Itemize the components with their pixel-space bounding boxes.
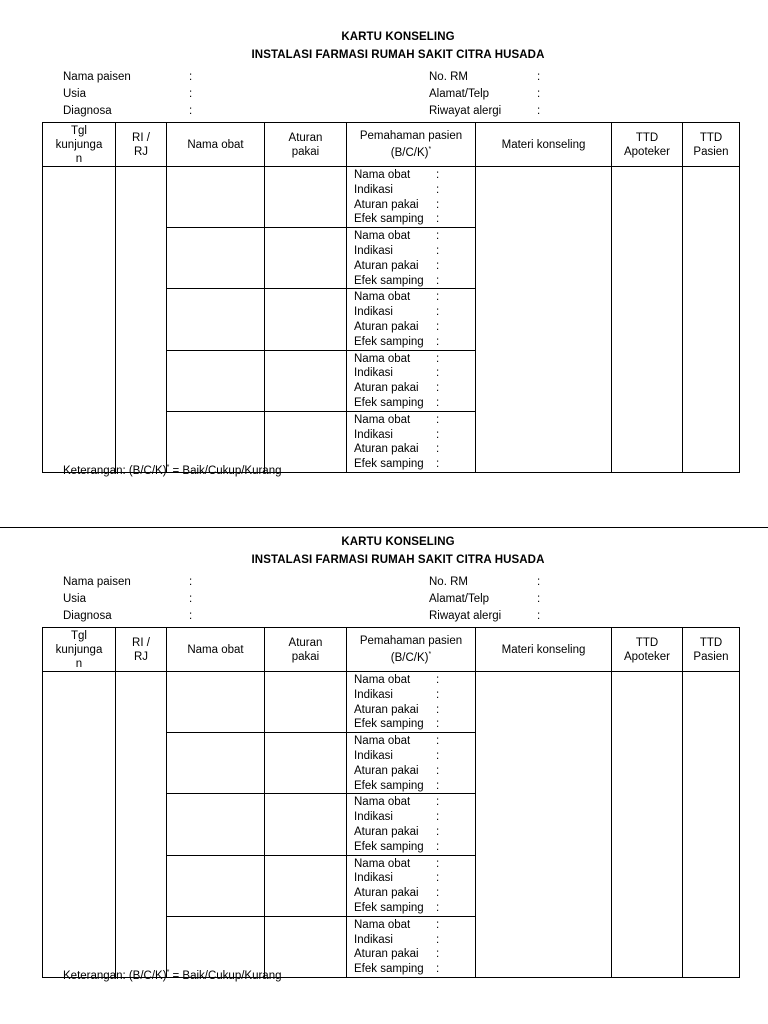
field-nama-pasien: Nama paisen : bbox=[63, 71, 193, 83]
pemahaman-item-sep: : bbox=[436, 811, 440, 824]
pemahaman-item-sep: : bbox=[436, 291, 440, 304]
pemahaman-item bbox=[354, 779, 475, 794]
pemahaman-item-label: Efek samping bbox=[354, 840, 424, 853]
pemahaman-item-sep: : bbox=[436, 396, 440, 409]
cell-materi bbox=[476, 167, 612, 473]
pemahaman-item-label: Efek samping bbox=[354, 458, 424, 471]
pemahaman-item bbox=[354, 305, 475, 320]
pemahaman-item-sep: : bbox=[436, 764, 440, 777]
cell-aturan-pakai bbox=[265, 794, 347, 855]
pemahaman-item-label: Indikasi bbox=[354, 306, 393, 319]
pemahaman-item-sep: : bbox=[436, 779, 440, 792]
field-alamat-telp: Alamat/Telp : bbox=[429, 88, 541, 100]
pemahaman-item-sep: : bbox=[436, 259, 440, 272]
pemahaman-item-label: Aturan pakai bbox=[354, 948, 419, 961]
field-riwayat-alergi: Riwayat alergi : bbox=[429, 105, 541, 117]
counseling-table bbox=[42, 627, 740, 978]
card-divider-line bbox=[0, 527, 768, 528]
cell-nama-obat bbox=[167, 794, 265, 855]
pemahaman-item bbox=[354, 396, 475, 411]
pemahaman-item bbox=[354, 871, 475, 886]
pemahaman-item-sep: : bbox=[436, 918, 440, 931]
pemahaman-item bbox=[354, 933, 475, 948]
pemahaman-item bbox=[354, 244, 475, 259]
pemahaman-item-sep: : bbox=[436, 825, 440, 838]
cell-pemahaman bbox=[347, 855, 476, 916]
field-no-rm: No. RM : bbox=[429, 576, 541, 588]
pemahaman-item bbox=[354, 335, 475, 350]
header-tgl-kunjungan: Tgl kunjunga n bbox=[43, 123, 116, 167]
cell-nama-obat bbox=[167, 289, 265, 350]
header-nama-obat: Nama obat bbox=[167, 628, 265, 672]
pemahaman-item-sep: : bbox=[436, 688, 440, 701]
pemahaman-item-sep: : bbox=[436, 198, 440, 211]
pemahaman-item bbox=[354, 198, 475, 213]
pemahaman-item bbox=[354, 290, 475, 305]
header-nama-obat: Nama obat bbox=[167, 123, 265, 167]
pemahaman-item-sep: : bbox=[436, 213, 440, 226]
pemahaman-item bbox=[354, 413, 475, 428]
pemahaman-item-label: Nama obat bbox=[354, 674, 411, 686]
cell-pemahaman bbox=[347, 733, 476, 794]
header-ttd-apoteker: TTD Apoteker bbox=[612, 123, 683, 167]
pemahaman-item-label: Indikasi bbox=[354, 688, 393, 701]
table-row bbox=[43, 167, 740, 228]
pemahaman-item-sep: : bbox=[436, 857, 440, 870]
header-aturan-pakai: Aturan pakai bbox=[265, 628, 347, 672]
cell-aturan-pakai bbox=[265, 289, 347, 350]
pemahaman-list bbox=[347, 351, 475, 411]
pemahaman-item-sep: : bbox=[436, 382, 440, 395]
field-diagnosa: Diagnosa : bbox=[63, 610, 193, 622]
pemahaman-item-sep: : bbox=[436, 872, 440, 885]
pemahaman-item bbox=[354, 825, 475, 840]
pemahaman-item-sep: : bbox=[436, 948, 440, 961]
header-ri-rj: RI / RJ bbox=[116, 123, 167, 167]
pemahaman-item bbox=[354, 457, 475, 472]
cell-pemahaman bbox=[347, 916, 476, 977]
pemahaman-item bbox=[354, 442, 475, 457]
pemahaman-item-sep: : bbox=[436, 169, 440, 181]
pemahaman-item bbox=[354, 795, 475, 810]
cell-aturan-pakai bbox=[265, 733, 347, 794]
pemahaman-item bbox=[354, 703, 475, 718]
pemahaman-list bbox=[347, 672, 475, 732]
cell-pemahaman bbox=[347, 289, 476, 350]
pemahaman-item-label: Aturan pakai bbox=[354, 259, 419, 272]
field-usia: Usia : bbox=[63, 88, 193, 100]
card-subtitle: INSTALASI FARMASI RUMAH SAKIT CITRA HUSADA bbox=[251, 554, 545, 566]
pemahaman-item bbox=[354, 947, 475, 962]
pemahaman-item-label: Aturan pakai bbox=[354, 764, 419, 777]
field-nama-pasien: Nama paisen : bbox=[63, 576, 193, 588]
pemahaman-item-sep: : bbox=[436, 840, 440, 853]
pemahaman-item-label: Efek samping bbox=[354, 718, 424, 731]
keterangan-note: Keterangan: (B/C/K)* = Baik/Cukup/Kurang bbox=[63, 969, 282, 982]
cell-aturan-pakai bbox=[265, 672, 347, 733]
header-ttd-pasien: TTD Pasien bbox=[683, 123, 740, 167]
pemahaman-item bbox=[354, 381, 475, 396]
pemahaman-item-label: Nama obat bbox=[354, 735, 411, 748]
pemahaman-item-label: Aturan pakai bbox=[354, 887, 419, 900]
pemahaman-item bbox=[354, 673, 475, 688]
pemahaman-list bbox=[347, 733, 475, 793]
pemahaman-item-label: Efek samping bbox=[354, 213, 424, 226]
header-pemahaman-pasien: Pemahaman pasien (B/C/K)* bbox=[347, 628, 476, 672]
pemahaman-item-label: Nama obat bbox=[354, 291, 411, 304]
pemahaman-item-label: Indikasi bbox=[354, 428, 393, 441]
cell-pemahaman bbox=[347, 167, 476, 228]
pemahaman-item-sep: : bbox=[436, 335, 440, 348]
cell-nama-obat bbox=[167, 350, 265, 411]
pemahaman-item bbox=[354, 428, 475, 443]
pemahaman-item-label: Nama obat bbox=[354, 169, 411, 181]
pemahaman-item bbox=[354, 366, 475, 381]
pemahaman-item-sep: : bbox=[436, 735, 440, 748]
pemahaman-item-sep: : bbox=[436, 933, 440, 946]
pemahaman-item-sep: : bbox=[436, 901, 440, 914]
pemahaman-item-sep: : bbox=[436, 796, 440, 809]
pemahaman-item-label: Indikasi bbox=[354, 811, 393, 824]
pemahaman-item bbox=[354, 764, 475, 779]
cell-pemahaman bbox=[347, 672, 476, 733]
pemahaman-item bbox=[354, 886, 475, 901]
counseling-table bbox=[42, 122, 740, 473]
pemahaman-item-label: Nama obat bbox=[354, 230, 411, 243]
cell-aturan-pakai bbox=[265, 855, 347, 916]
pemahaman-item bbox=[354, 810, 475, 825]
patient-info-right bbox=[429, 574, 540, 625]
header-materi-konseling: Materi konseling bbox=[476, 123, 612, 167]
pemahaman-item-label: Indikasi bbox=[354, 933, 393, 946]
cell-ri-rj bbox=[116, 672, 167, 978]
header-ttd-pasien: TTD Pasien bbox=[683, 628, 740, 672]
pemahaman-list bbox=[347, 917, 475, 977]
pemahaman-list bbox=[347, 289, 475, 349]
pemahaman-item-sep: : bbox=[436, 718, 440, 731]
field-alamat-telp: Alamat/Telp : bbox=[429, 593, 541, 605]
pemahaman-item-sep: : bbox=[436, 230, 440, 243]
pemahaman-item bbox=[354, 749, 475, 764]
cell-nama-obat bbox=[167, 855, 265, 916]
cell-aturan-pakai bbox=[265, 167, 347, 228]
field-usia: Usia : bbox=[63, 593, 193, 605]
cell-tgl bbox=[43, 672, 116, 978]
cell-nama-obat bbox=[167, 672, 265, 733]
pemahaman-item bbox=[354, 734, 475, 749]
pemahaman-item bbox=[354, 688, 475, 703]
pemahaman-item-label: Efek samping bbox=[354, 779, 424, 792]
pemahaman-item bbox=[354, 274, 475, 289]
pemahaman-item-label: Aturan pakai bbox=[354, 320, 419, 333]
header-materi-konseling: Materi konseling bbox=[476, 628, 612, 672]
header-aturan-pakai: Aturan pakai bbox=[265, 123, 347, 167]
field-diagnosa: Diagnosa : bbox=[63, 105, 193, 117]
header-ri-rj: RI / RJ bbox=[116, 628, 167, 672]
cell-ri-rj bbox=[116, 167, 167, 473]
cell-tgl bbox=[43, 167, 116, 473]
table-header-row bbox=[43, 123, 740, 167]
pemahaman-item-sep: : bbox=[436, 244, 440, 257]
header-pemahaman-pasien: Pemahaman pasien (B/C/K)* bbox=[347, 123, 476, 167]
pemahaman-item-sep: : bbox=[436, 367, 440, 380]
pemahaman-list bbox=[347, 856, 475, 916]
pemahaman-item bbox=[354, 168, 475, 183]
pemahaman-item-label: Efek samping bbox=[354, 274, 424, 287]
pemahaman-item-label: Nama obat bbox=[354, 352, 411, 365]
pemahaman-item-sep: : bbox=[436, 443, 440, 456]
pemahaman-item-sep: : bbox=[436, 352, 440, 365]
header-tgl-kunjungan: Tgl kunjunga n bbox=[43, 628, 116, 672]
pemahaman-item bbox=[354, 717, 475, 732]
cell-ttd-pasien bbox=[683, 672, 740, 978]
pemahaman-list bbox=[347, 412, 475, 472]
pemahaman-item-label: Efek samping bbox=[354, 963, 424, 976]
pemahaman-item-label: Aturan pakai bbox=[354, 443, 419, 456]
pemahaman-item-sep: : bbox=[436, 320, 440, 333]
cell-pemahaman bbox=[347, 350, 476, 411]
pemahaman-item-label: Indikasi bbox=[354, 367, 393, 380]
cell-nama-obat bbox=[167, 733, 265, 794]
pemahaman-item-label: Aturan pakai bbox=[354, 382, 419, 395]
cell-pemahaman bbox=[347, 411, 476, 472]
table-row bbox=[43, 672, 740, 733]
pemahaman-item bbox=[354, 857, 475, 872]
pemahaman-item-sep: : bbox=[436, 413, 440, 426]
cell-materi bbox=[476, 672, 612, 978]
pemahaman-item-label: Nama obat bbox=[354, 796, 411, 809]
cell-aturan-pakai bbox=[265, 350, 347, 411]
pemahaman-item-sep: : bbox=[436, 749, 440, 762]
pemahaman-item bbox=[354, 840, 475, 855]
pemahaman-item-sep: : bbox=[436, 428, 440, 441]
pemahaman-item bbox=[354, 901, 475, 916]
cell-pemahaman bbox=[347, 228, 476, 289]
pemahaman-item-label: Aturan pakai bbox=[354, 703, 419, 716]
patient-info-right bbox=[429, 69, 540, 120]
pemahaman-item-label: Efek samping bbox=[354, 901, 424, 914]
cell-ttd-apoteker bbox=[612, 167, 683, 473]
table-header-row bbox=[43, 628, 740, 672]
pemahaman-item bbox=[354, 962, 475, 977]
pemahaman-item-label: Aturan pakai bbox=[354, 198, 419, 211]
pemahaman-list bbox=[347, 228, 475, 288]
card-title: KARTU KONSELING bbox=[341, 536, 455, 548]
pemahaman-item-label: Efek samping bbox=[354, 335, 424, 348]
cell-aturan-pakai bbox=[265, 228, 347, 289]
pemahaman-item bbox=[354, 212, 475, 227]
card-title: KARTU KONSELING bbox=[341, 31, 455, 43]
pemahaman-item-label: Nama obat bbox=[354, 413, 411, 426]
pemahaman-list bbox=[347, 794, 475, 854]
pemahaman-item-sep: : bbox=[436, 674, 440, 686]
cell-ttd-apoteker bbox=[612, 672, 683, 978]
pemahaman-item bbox=[354, 352, 475, 367]
pemahaman-item-label: Nama obat bbox=[354, 857, 411, 870]
pemahaman-item-label: Indikasi bbox=[354, 183, 393, 196]
pemahaman-item bbox=[354, 229, 475, 244]
pemahaman-item-sep: : bbox=[436, 703, 440, 716]
pemahaman-item-label: Nama obat bbox=[354, 918, 411, 931]
pemahaman-item-label: Indikasi bbox=[354, 749, 393, 762]
pemahaman-list bbox=[347, 167, 475, 227]
pemahaman-item-sep: : bbox=[436, 183, 440, 196]
pemahaman-item-sep: : bbox=[436, 306, 440, 319]
cell-nama-obat bbox=[167, 167, 265, 228]
field-no-rm: No. RM : bbox=[429, 71, 541, 83]
patient-info-left bbox=[63, 574, 192, 625]
cell-nama-obat bbox=[167, 228, 265, 289]
pemahaman-item-label: Efek samping bbox=[354, 396, 424, 409]
pemahaman-item-label: Indikasi bbox=[354, 244, 393, 257]
pemahaman-item bbox=[354, 320, 475, 335]
cell-pemahaman bbox=[347, 794, 476, 855]
pemahaman-item-sep: : bbox=[436, 274, 440, 287]
pemahaman-item bbox=[354, 183, 475, 198]
patient-info-left bbox=[63, 69, 192, 120]
pemahaman-item-sep: : bbox=[436, 887, 440, 900]
cell-ttd-pasien bbox=[683, 167, 740, 473]
pemahaman-item bbox=[354, 918, 475, 933]
pemahaman-item-label: Aturan pakai bbox=[354, 825, 419, 838]
pemahaman-item-sep: : bbox=[436, 963, 440, 976]
keterangan-note: Keterangan: (B/C/K)* = Baik/Cukup/Kurang bbox=[63, 464, 282, 477]
pemahaman-item bbox=[354, 259, 475, 274]
pemahaman-item-sep: : bbox=[436, 458, 440, 471]
card-subtitle: INSTALASI FARMASI RUMAH SAKIT CITRA HUSADA bbox=[251, 49, 545, 61]
field-riwayat-alergi: Riwayat alergi : bbox=[429, 610, 541, 622]
header-ttd-apoteker: TTD Apoteker bbox=[612, 628, 683, 672]
pemahaman-item-label: Indikasi bbox=[354, 872, 393, 885]
